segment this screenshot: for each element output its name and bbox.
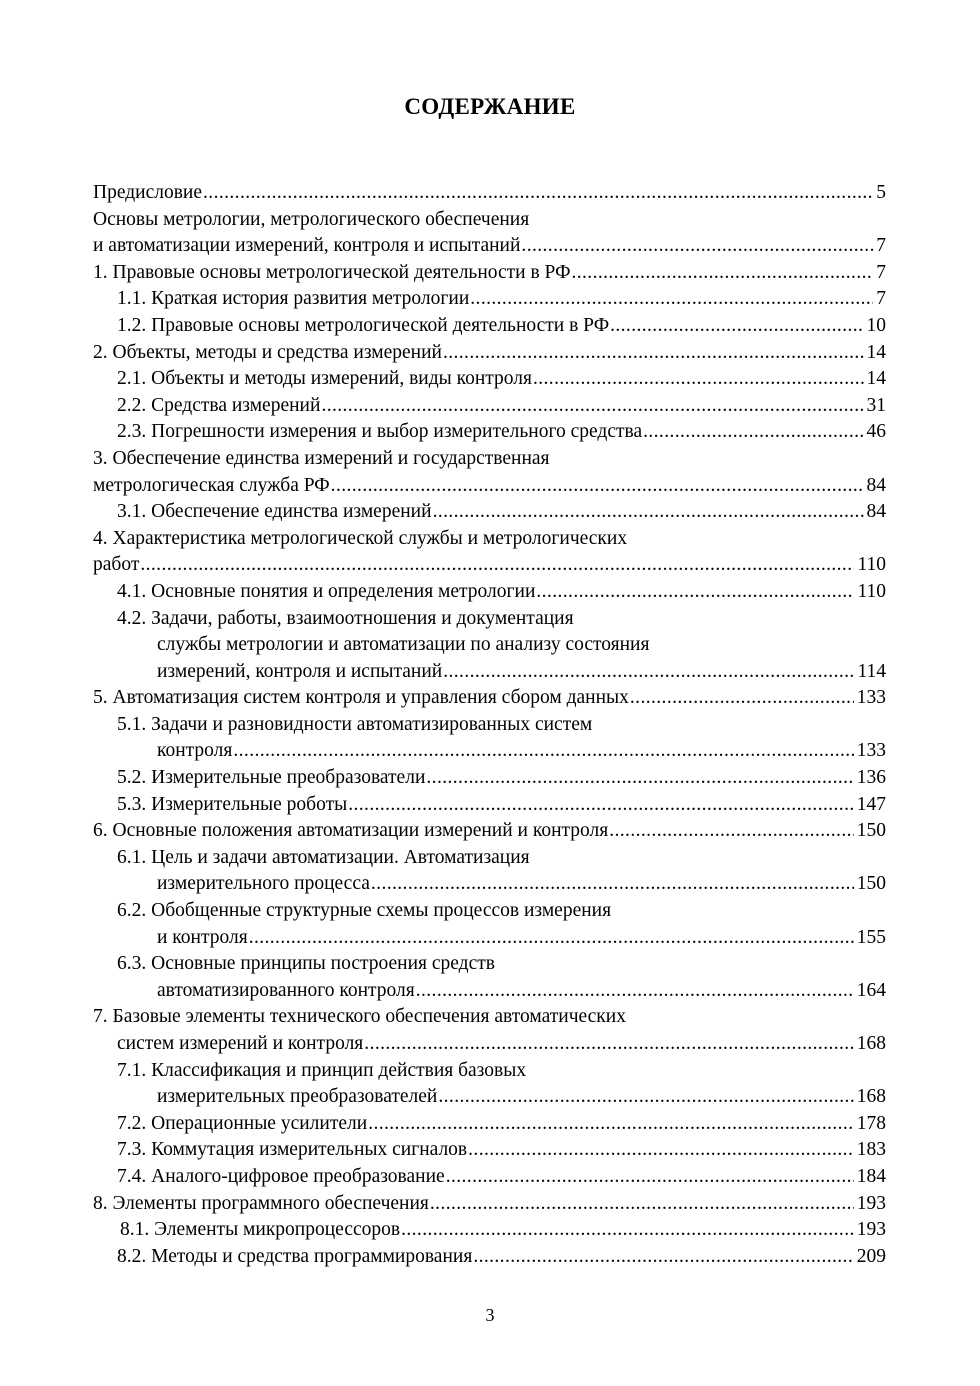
dot-leader (443, 659, 854, 686)
toc-entry-text: 1.1. Краткая история развития метрологии (117, 288, 470, 310)
dot-leader (364, 1031, 853, 1058)
page-number: 3 (485, 1305, 495, 1325)
toc-entry-page: 14 (866, 368, 886, 390)
toc-entry-page: 155 (856, 926, 886, 948)
toc-entry-page: 110 (857, 580, 886, 602)
dot-leader (438, 1084, 853, 1111)
toc-line (93, 606, 886, 633)
dot-leader (348, 792, 854, 819)
toc-line (93, 286, 886, 313)
toc-line (93, 1084, 886, 1111)
toc-line (93, 1004, 886, 1031)
toc-line (93, 898, 886, 925)
toc-entry-text: 2.3. Погрешности измерения и выбор измерительного средства (117, 421, 643, 443)
dot-leader (321, 393, 863, 420)
toc-line (93, 1058, 886, 1085)
dot-leader (643, 419, 863, 446)
toc-entry-text: 7.2. Операционные усилители (117, 1112, 368, 1134)
toc-entry-text: 2. Объекты, методы и средства измерений (93, 341, 442, 363)
toc-entry-text: 5.3. Измерительные роботы (117, 793, 348, 815)
toc-line (93, 207, 886, 234)
toc-line (93, 366, 886, 393)
toc-entry-page: 193 (856, 1192, 886, 1214)
toc-line (93, 845, 886, 872)
toc-entry-text: 1. Правовые основы метрологической деятельности в РФ (93, 261, 571, 283)
dot-leader (249, 925, 854, 952)
toc-entry-text: 7. Базовые элементы технического обеспечения автоматических (93, 1006, 626, 1028)
dot-leader (571, 260, 873, 287)
dot-leader (426, 765, 853, 792)
toc-line (93, 1217, 886, 1244)
dot-leader (443, 340, 864, 367)
dot-leader (630, 685, 854, 712)
toc-line (93, 446, 886, 473)
toc-entry-page: 7 (876, 261, 886, 283)
toc-line (93, 818, 886, 845)
toc-entry-page: 136 (856, 767, 886, 789)
toc-entry-text: 1.2. Правовые основы метрологической деятельности в РФ (117, 314, 610, 336)
toc-line (93, 313, 886, 340)
dot-leader (371, 871, 854, 898)
toc-entry-text: 6.1. Цель и задачи автоматизации. Автоматизация (117, 846, 530, 868)
toc-entry-text: метрологическая служба РФ (93, 474, 330, 496)
toc-line (93, 1031, 886, 1058)
toc-entry-text: контроля (157, 740, 233, 762)
toc-line (93, 552, 886, 579)
toc-entry-text: 5.1. Задачи и разновидности автоматизированных систем (117, 713, 593, 735)
table-of-contents (93, 180, 886, 1270)
toc-entry-text: 6. Основные положения автоматизации измерений и контроля (93, 820, 609, 842)
toc-entry-text: Основы метрологии, метрологического обеспечения (93, 208, 530, 230)
toc-entry-text: 3. Обеспечение единства измерений и государственная (93, 447, 550, 469)
toc-entry-text: 3.1. Обеспечение единства измерений (117, 501, 432, 523)
toc-line (93, 1164, 886, 1191)
toc-entry-page: 133 (856, 687, 886, 709)
toc-line (93, 1111, 886, 1138)
toc-entry-text: службы метрологии и автоматизации по анализу состояния (157, 634, 650, 656)
dot-leader (610, 313, 863, 340)
toc-line (93, 526, 886, 553)
dot-leader (521, 233, 873, 260)
dot-leader (140, 552, 854, 579)
toc-entry-page: 7 (876, 288, 886, 310)
dot-leader (446, 1164, 854, 1191)
toc-line (93, 1244, 886, 1271)
toc-entry-text: 6.3. Основные принципы построения средств (117, 953, 495, 975)
toc-entry-text: 7.4. Аналого-цифровое преобразование (117, 1165, 445, 1187)
toc-entry-text: 5.2. Измерительные преобразователи (117, 767, 426, 789)
dot-leader (233, 738, 853, 765)
toc-entry-text: 6.2. Обобщенные структурные схемы процессов измерения (117, 900, 612, 922)
toc-line (93, 180, 886, 207)
toc-entry-page: 147 (856, 793, 886, 815)
toc-entry-page: 84 (866, 474, 886, 496)
toc-entry-text: автоматизированного контроля (157, 979, 415, 1001)
toc-line (93, 419, 886, 446)
toc-entry-page: 110 (857, 554, 886, 576)
toc-line (93, 712, 886, 739)
toc-line (93, 579, 886, 606)
toc-entry-text: Предисловие (93, 182, 203, 203)
dot-leader (416, 978, 854, 1005)
toc-entry-text: 2.1. Объекты и методы измерений, виды контроля (117, 368, 532, 390)
toc-entry-page: 184 (856, 1165, 886, 1187)
page-title: СОДЕРЖАНИЕ (404, 94, 576, 119)
toc-entry-page: 164 (856, 979, 886, 1001)
dot-leader (468, 1137, 854, 1164)
toc-entry-text: 4.2. Задачи, работы, взаимоотношения и документация (117, 607, 574, 629)
toc-line (93, 685, 886, 712)
toc-entry-page: 133 (856, 740, 886, 762)
toc-line (93, 659, 886, 686)
toc-entry-text: 8.1. Элементы микропроцессоров (120, 1219, 401, 1241)
toc-entry-page: 193 (856, 1219, 886, 1241)
toc-entry-text: 8. Элементы программного обеспечения (93, 1192, 429, 1214)
dot-leader (203, 180, 873, 207)
dot-leader (473, 1244, 853, 1271)
toc-entry-page: 84 (866, 501, 886, 523)
toc-line (93, 765, 886, 792)
toc-entry-text: 8.2. Методы и средства программирования (117, 1245, 473, 1267)
toc-entry-text: и контроля (157, 926, 248, 948)
dot-leader (536, 579, 854, 606)
toc-line (93, 1191, 886, 1218)
dot-leader (609, 818, 854, 845)
toc-entry-text: измерений, контроля и испытаний (157, 660, 443, 682)
toc-entry-text: 7.3. Коммутация измерительных сигналов (117, 1139, 468, 1161)
toc-entry-text: измерительного процесса (157, 873, 370, 895)
toc-line (93, 1137, 886, 1164)
toc-line (93, 340, 886, 367)
dot-leader (533, 366, 864, 393)
toc-entry-text: измерительных преобразователей (157, 1086, 438, 1108)
toc-entry-page: 178 (856, 1112, 886, 1134)
toc-entry-text: 2.2. Средства измерений (117, 394, 321, 416)
toc-entry-page: 168 (856, 1033, 886, 1054)
toc-entry-text: 4.1. Основные понятия и определения метрологии (117, 580, 536, 602)
toc-line (93, 473, 886, 500)
toc-line (93, 925, 886, 952)
toc-line (93, 738, 886, 765)
toc-line (93, 871, 886, 898)
toc-entry-text: и автоматизации измерений, контроля и испытаний (93, 235, 521, 257)
toc-line (93, 260, 886, 287)
dot-leader (430, 1191, 854, 1218)
toc-entry-page: 209 (856, 1245, 886, 1267)
toc-entry-page: 183 (856, 1139, 886, 1161)
toc-line (93, 233, 886, 260)
dot-leader (368, 1111, 854, 1138)
toc-entry-page: 150 (856, 873, 886, 895)
toc-line (93, 499, 886, 526)
toc-entry-text: 5. Автоматизация систем контроля и управления сбором данных (93, 687, 629, 709)
toc-entry-text: систем измерений и контроля (117, 1033, 364, 1054)
toc-line (93, 393, 886, 420)
dot-leader (331, 473, 864, 500)
toc-entry-page: 150 (856, 820, 886, 842)
toc-line (93, 632, 886, 659)
toc-line (93, 951, 886, 978)
toc-entry-page: 114 (857, 660, 886, 682)
toc-entry-page: 168 (856, 1086, 886, 1108)
dot-leader (433, 499, 864, 526)
toc-line (93, 978, 886, 1005)
toc-entry-text: 4. Характеристика метрологической службы и метрологических (93, 527, 628, 549)
toc-entry-page: 14 (866, 341, 886, 363)
toc-entry-page: 46 (866, 421, 886, 443)
toc-entry-text: работ (93, 554, 140, 576)
dot-leader (401, 1217, 854, 1244)
toc-entry-page: 10 (866, 314, 886, 336)
toc-entry-page: 31 (866, 394, 886, 416)
dot-leader (470, 286, 873, 313)
toc-entry-page: 7 (876, 235, 886, 257)
toc-line (93, 792, 886, 819)
toc-entry-page: 5 (876, 182, 886, 203)
toc-entry-text: 7.1. Классификация и принцип действия базовых (117, 1059, 527, 1081)
